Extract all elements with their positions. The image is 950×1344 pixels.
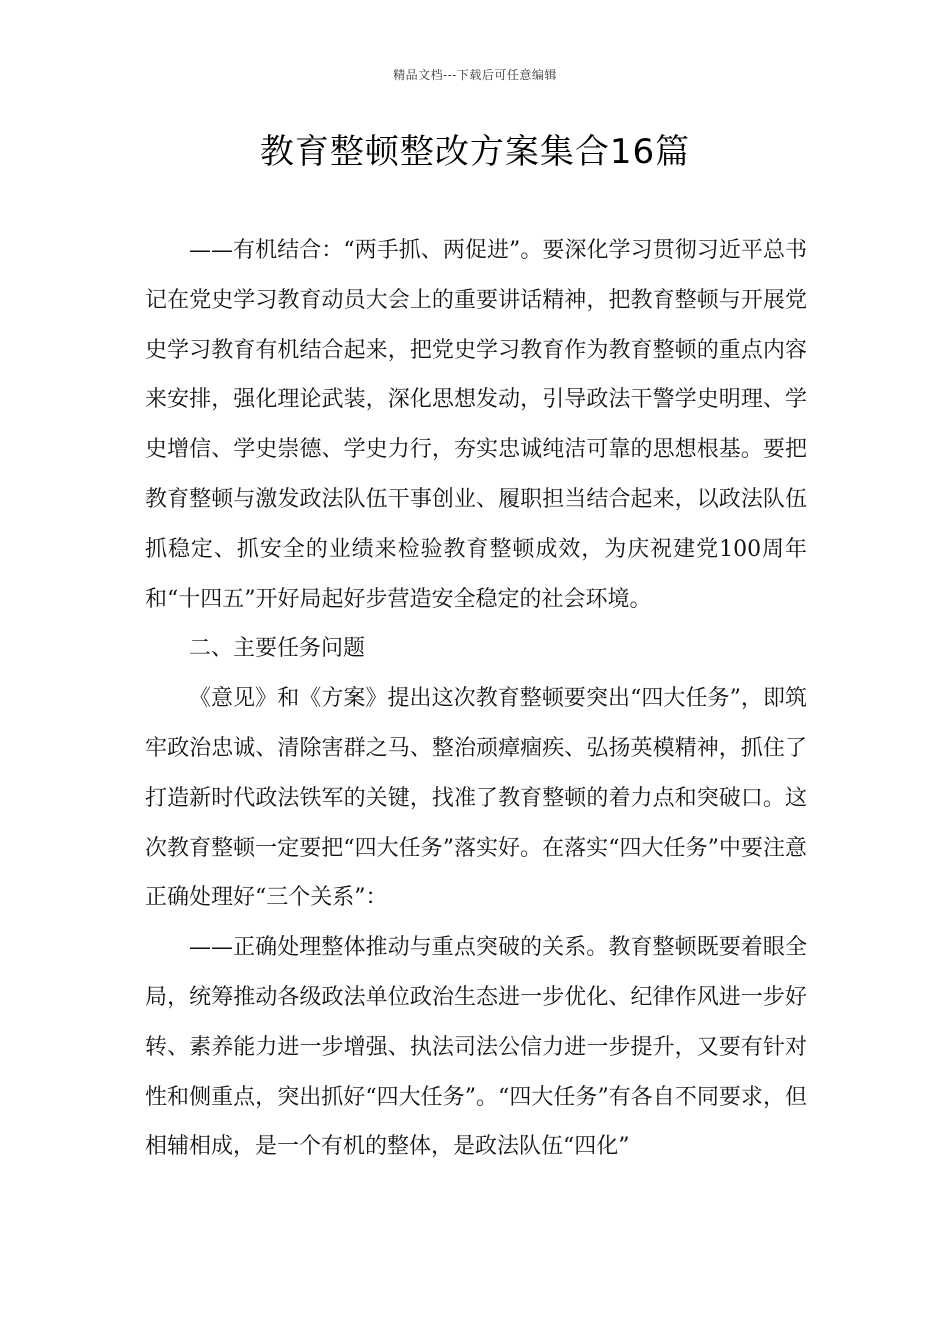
document-body xyxy=(145,226,807,1172)
paragraph-overall-vs-key: ——正确处理整体推动与重点突破的关系。教育整顿既要着眼全局，统筹推动各级政法单位政治生态进一步优化、纪律作风进一步好转、素养能力进一步增强、执法司法公信力进一步提升，又要有针对性和侧重点，突出抓好“四大任务”。“四大任务”有各自不同要求，但相辅相成，是一个有机的整体，是政法队伍“四化” xyxy=(145,935,807,1160)
header-watermark: 精品文档---下载后可任意编辑 xyxy=(393,68,557,82)
paragraph-organic-combination: ——有机结合：“两手抓、两促进”。要深化学习贯彻习近平总书记在党史学习教育动员大会上的重要讲话精神，把教育整顿与开展党史学习教育有机结合起来，把党史学习教育作为教育整顿的重点内容来安排，强化理论武装，深化思想发动，引导政法干警学史明理、学史增信、学史崇德、学史力行，夯实忠诚纯洁可靠的思想根基。要把教育整顿与激发政法队伍干事创业、履职担当结合起来，以政法队伍抓稳定、抓安全的业绩来检验教育整顿成效，为庆祝建党100周年和“十四五”开好局起好步营造安全稳定的社会环境。 xyxy=(145,238,807,612)
document-title: 教育整顿整改方案集合16篇 xyxy=(259,132,691,172)
section-heading-main-tasks: 二、主要任务问题 xyxy=(189,636,366,662)
paragraph-four-tasks: 《意见》和《方案》提出这次教育整顿要突出“四大任务”，即筑牢政治忠诚、清除害群之马、整治顽瘴痼疾、弘扬英模精神，抓住了打造新时代政法铁军的关键，找准了教育整顿的着力点和突破口。这次教育整顿一定要把“四大任务”落实好。在落实“四大任务”中要注意正确处理好“三个关系”： xyxy=(145,686,807,911)
